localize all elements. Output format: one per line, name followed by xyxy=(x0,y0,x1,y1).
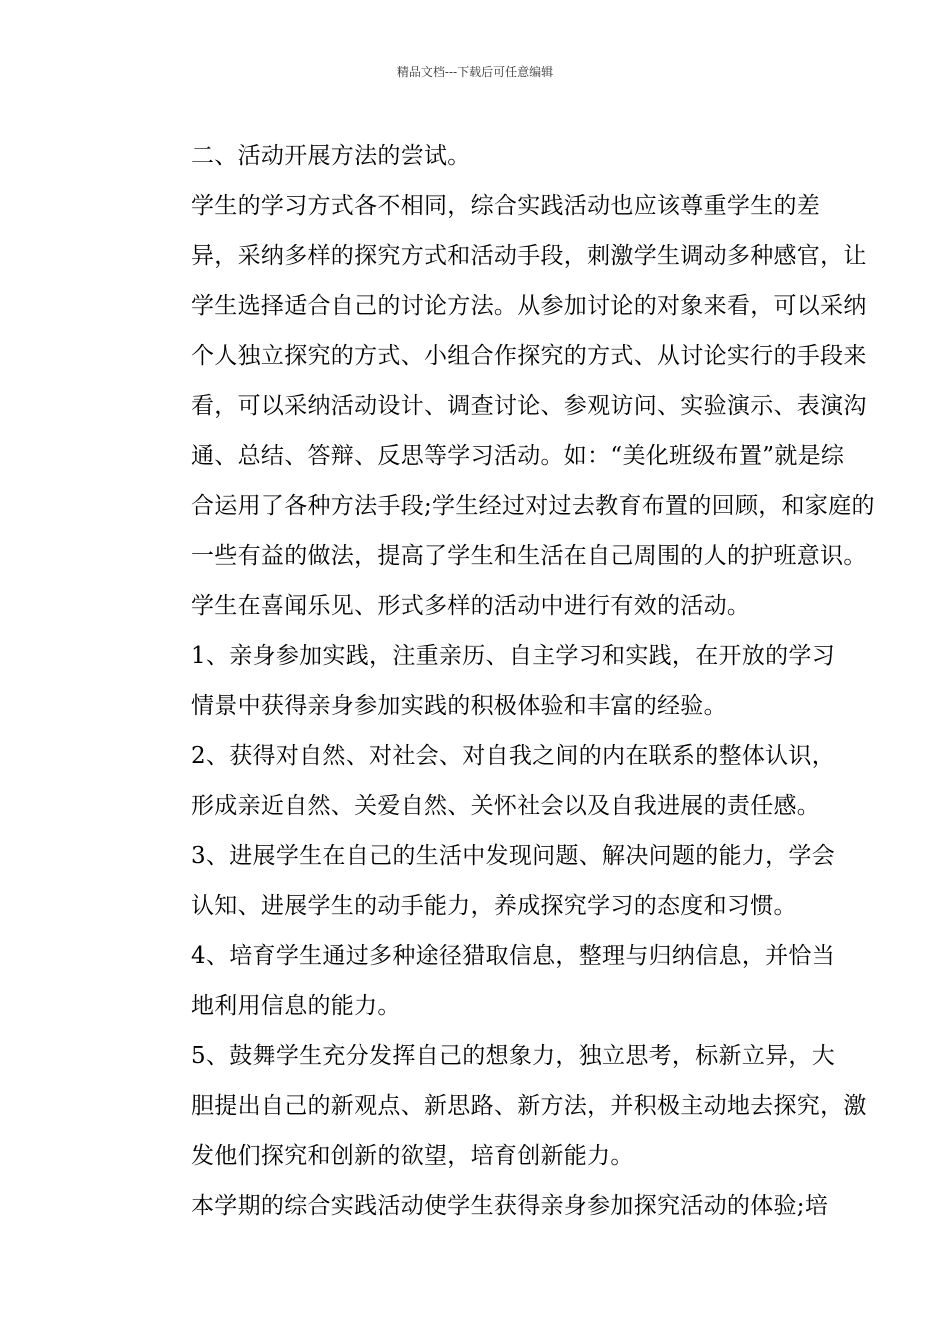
text-line: 本学期的综合实践活动使学生获得亲身参加探究活动的体验;培 xyxy=(191,1193,829,1219)
text-line: 合运用了各种方法手段;学生经过对过去教育布置的回顾，和家庭的 xyxy=(191,493,875,519)
text-line: 学生选择适合自己的讨论方法。从参加讨论的对象来看，可以采纳 xyxy=(191,293,867,319)
text-line: 学生的学习方式各不相同，综合实践活动也应该尊重学生的差 xyxy=(191,193,821,219)
intro-paragraph xyxy=(145,181,875,631)
text-line: 情景中获得亲身参加实践的积极体验和丰富的经验。 xyxy=(191,693,727,719)
text-line: 2、获得对自然、对社会、对自我之间的内在联系的整体认识， xyxy=(191,743,836,769)
text-line: 地利用信息的能力。 xyxy=(191,993,401,1019)
list-item-5 xyxy=(145,1031,867,1181)
section-heading xyxy=(145,131,810,181)
text-line: 通、总结、答辩、反思等学习活动。如：“美化班级布置”就是综 xyxy=(191,443,845,469)
text-line: 发他们探究和创新的欲望，培育创新能力。 xyxy=(191,1143,634,1169)
text-line: 认知、进展学生的动手能力，养成探究学习的态度和习惯。 xyxy=(191,893,797,919)
text-line: 二、活动开展方法的尝试。 xyxy=(191,143,471,169)
text-line: 5、鼓舞学生充分发挥自己的想象力，独立思考，标新立异，大 xyxy=(191,1043,836,1069)
list-item-2 xyxy=(145,731,836,831)
text-line: 一些有益的做法，提高了学生和生活在自己周围的人的护班意识。 xyxy=(191,543,867,569)
document-body xyxy=(145,131,875,1231)
page-header: 精品文档---下载后可任意编辑 xyxy=(396,65,554,79)
list-item-3 xyxy=(145,831,836,931)
list-item-4 xyxy=(145,931,836,1031)
list-item-1 xyxy=(145,631,836,731)
text-line: 学生在喜闻乐见、形式多样的活动中进行有效的活动。 xyxy=(191,593,751,619)
text-line: 看，可以采纳活动设计、调查讨论、参观访问、实验演示、表演沟 xyxy=(191,393,867,419)
text-line: 个人独立探究的方式、小组合作探究的方式、从讨论实行的手段来 xyxy=(191,343,867,369)
text-line: 形成亲近自然、关爱自然、关怀社会以及自我进展的责任感。 xyxy=(191,793,821,819)
text-line: 胆提出自己的新观点、新思路、新方法，并积极主动地去探究，激 xyxy=(191,1093,867,1119)
text-line: 1、亲身参加实践，注重亲历、自主学习和实践，在开放的学习 xyxy=(191,643,836,669)
closing-paragraph xyxy=(145,1181,829,1231)
text-line: 异，采纳多样的探究方式和活动手段，刺激学生调动多种感官，让 xyxy=(191,243,867,269)
text-line: 3、进展学生在自己的生活中发现问题、解决问题的能力，学会 xyxy=(191,843,836,869)
text-line: 4、培育学生通过多种途径猎取信息，整理与归纳信息，并恰当 xyxy=(191,943,836,969)
